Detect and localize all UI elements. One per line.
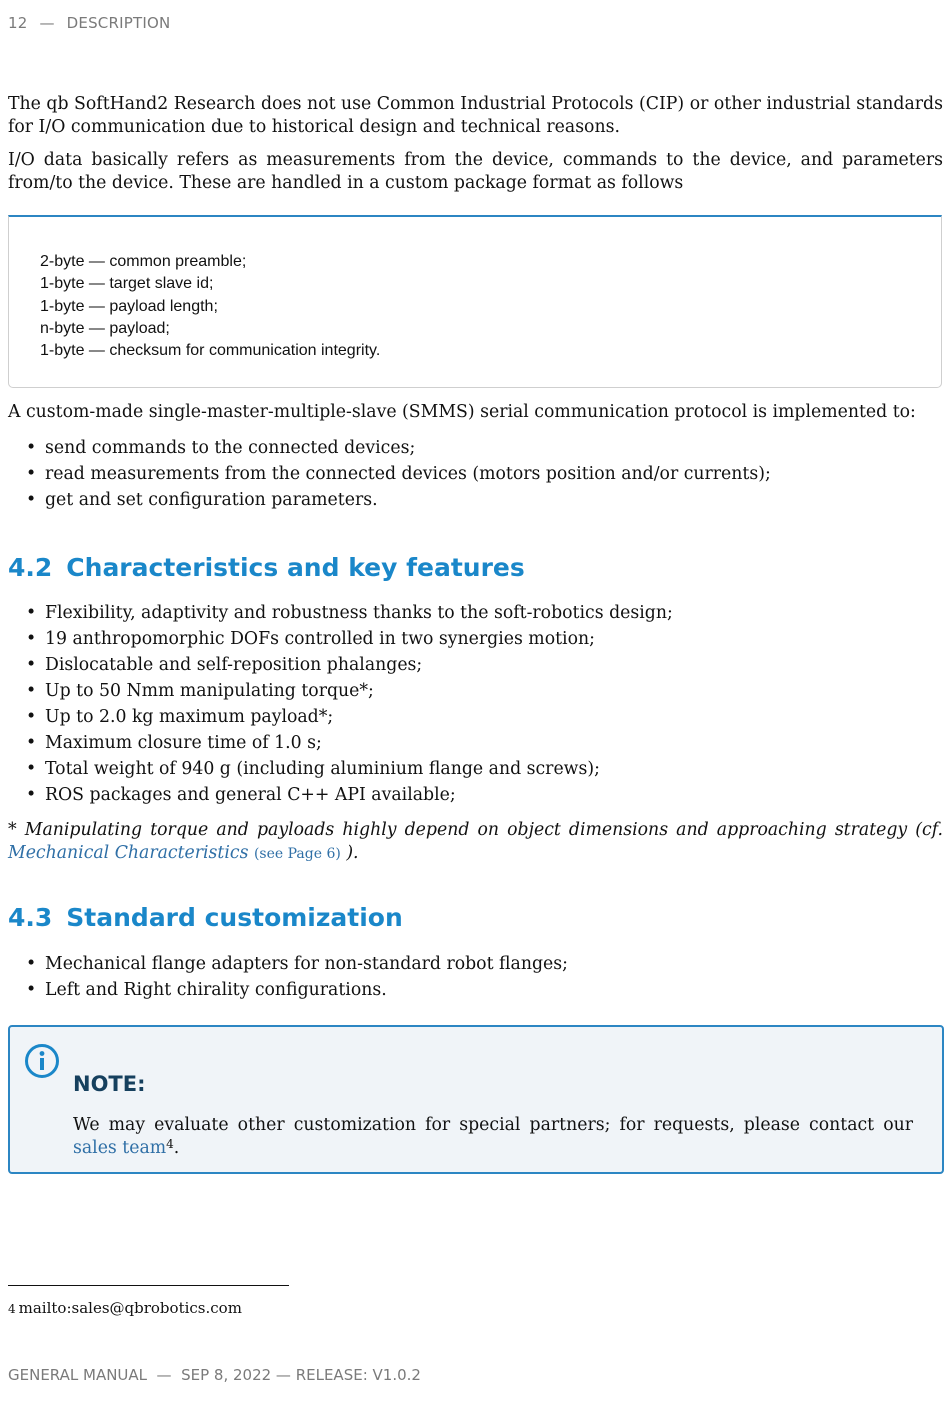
footnote: [8, 1299, 242, 1317]
section-number: 4.2: [8, 553, 53, 582]
page-number: 12: [8, 14, 28, 32]
package-format-item: 1-byte — checksum for communication integrity.: [40, 342, 381, 360]
package-format-list: [40, 251, 380, 362]
io-data-paragraph: I/O data basically refers as measurements from the device, commands to the device, and parameters from/to the device. These are handled in a custom package format as follows: [8, 150, 943, 193]
list-item: • get and set configuration parameters.: [26, 487, 771, 513]
note-title: NOTE:: [73, 1072, 146, 1096]
key-features-list: [26, 600, 673, 808]
protocol-paragraph: A custom-made single-master-multiple-slave (SMMS) serial communication protocol is implemented to:: [8, 402, 916, 422]
list-item: • Dislocatable and self-reposition phalanges;: [26, 652, 673, 678]
section-heading-4-2: [8, 553, 525, 582]
package-format-item: n-byte — payload;: [40, 319, 170, 337]
section-title: Standard customization: [66, 903, 403, 932]
protocol-uses-list: [26, 435, 771, 513]
sales-team-link[interactable]: sales team: [73, 1138, 167, 1158]
list-item: • Up to 50 Nmm manipulating torque*;: [26, 678, 673, 704]
section-heading-4-3: [8, 903, 403, 932]
package-format-item: 2-byte — common preamble;: [40, 253, 247, 270]
mechanical-characteristics-link[interactable]: Mechanical Characteristics: [8, 843, 249, 863]
footnote-number: 4: [8, 1302, 16, 1316]
header-section: DESCRIPTION: [66, 14, 171, 32]
package-format-item: 1-byte — payload length;: [40, 297, 218, 315]
info-icon: [24, 1043, 60, 1079]
list-item: • Up to 2.0 kg maximum payload*;: [26, 704, 673, 730]
list-item: • Left and Right chirality configurations.: [26, 977, 568, 1003]
section-number: 4.3: [8, 903, 53, 932]
page-reference-link[interactable]: (see Page 6): [253, 846, 341, 862]
running-footer: GENERAL MANUAL — SEP 8, 2022 — RELEASE: V1.0.2: [8, 1366, 421, 1384]
header-separator: —: [39, 14, 55, 32]
section-title: Characteristics and key features: [66, 553, 525, 582]
customization-list: [26, 951, 568, 1003]
footnote-email[interactable]: mailto:sales@qbrobotics.com: [18, 1299, 242, 1317]
package-format-box: [8, 215, 942, 388]
note-text: [73, 1114, 913, 1160]
footnote-marker[interactable]: 4: [166, 1137, 174, 1151]
list-item: • Mechanical flange adapters for non-standard robot flanges;: [26, 951, 568, 977]
list-item: • 19 anthropomorphic DOFs controlled in two synergies motion;: [26, 626, 673, 652]
note-end: ).: [346, 843, 359, 863]
running-header: [8, 14, 170, 32]
list-item: • Maximum closure time of 1.0 s;: [26, 730, 673, 756]
list-item: • ROS packages and general C++ API available;: [26, 782, 673, 808]
list-item: • Total weight of 940 g (including aluminium flange and screws);: [26, 756, 673, 782]
list-item: • read measurements from the connected devices (motors position and/or currents);: [26, 461, 771, 487]
torque-payload-note: [8, 819, 943, 866]
package-format-item: 1-byte — target slave id;: [40, 275, 214, 293]
note-text: * Manipulating torque and payloads highly depend on object dimensions and approaching strategy (cf.: [8, 820, 943, 840]
note-box: [8, 1025, 944, 1174]
footnote-rule: [8, 1285, 289, 1286]
note-end: .: [173, 1138, 180, 1158]
list-item: • Flexibility, adaptivity and robustness thanks to the soft-robotics design;: [26, 600, 673, 626]
intro-paragraph: The qb SoftHand2 Research does not use Common Industrial Protocols (CIP) or other industrial standards for I/O communication due to historical design and technical reasons.: [8, 94, 943, 137]
note-body: We may evaluate other customization for special partners; for requests, please contact our: [73, 1115, 913, 1135]
list-item: • send commands to the connected devices;: [26, 435, 771, 461]
